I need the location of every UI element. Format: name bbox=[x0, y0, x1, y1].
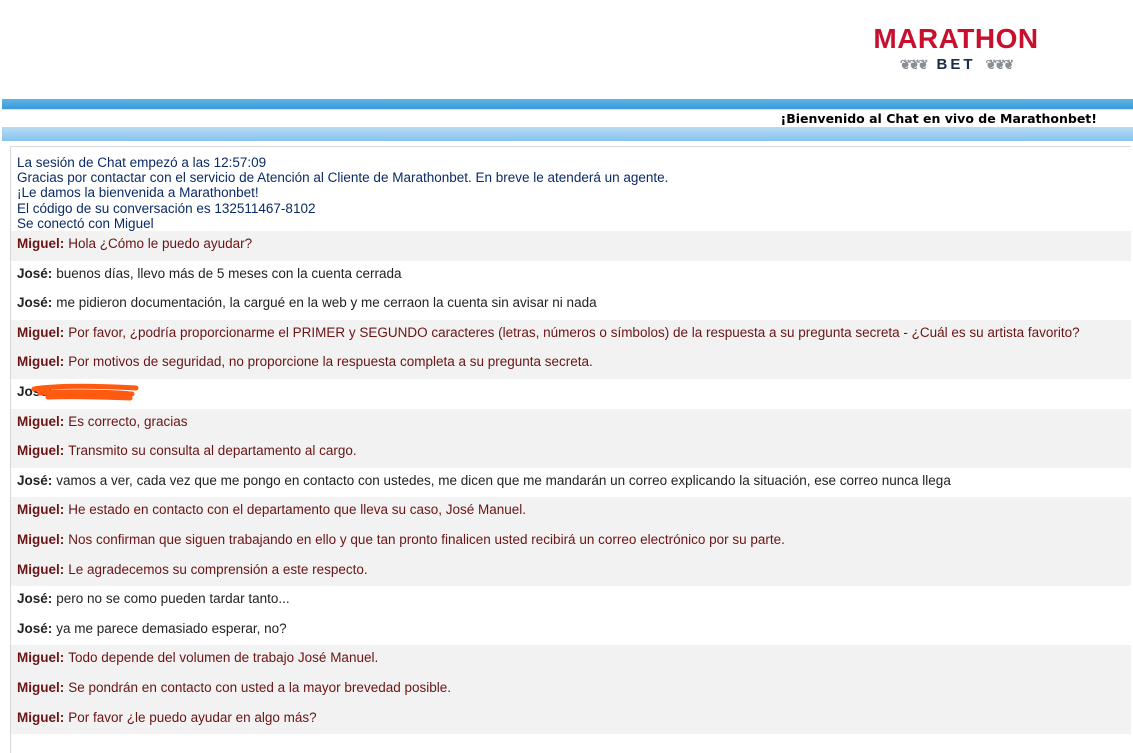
header-bar-top bbox=[2, 99, 1133, 109]
sender-name: José: bbox=[17, 295, 53, 311]
message-text: Por motivos de seguridad, no proporcione la respuesta completa a su pregunta secreta. bbox=[68, 354, 593, 370]
redaction-scribble bbox=[30, 383, 140, 401]
chat-message bbox=[11, 261, 1131, 291]
message-text: Por favor ¿le puedo ayudar en algo más? bbox=[68, 709, 317, 725]
message-text: Transmito su consulta al departamento al cargo. bbox=[68, 443, 357, 459]
system-message: ¡Le damos la bienvenida a Marathonbet! bbox=[17, 185, 259, 201]
system-message: Gracias por contactar con el servicio de Atención al Cliente de Marathonbet. En breve le atenderá un agente. bbox=[17, 170, 669, 186]
chat-message bbox=[11, 586, 1131, 616]
chat-message bbox=[11, 438, 1131, 468]
sender-name: Miguel: bbox=[17, 443, 65, 459]
logo-subline bbox=[866, 56, 1046, 74]
chat-message bbox=[11, 675, 1131, 705]
sender-name: José: bbox=[17, 265, 53, 281]
logo-wordmark: MARATHON bbox=[873, 23, 1039, 54]
logo-sub-text: BET bbox=[936, 56, 976, 73]
sender-name: Miguel: bbox=[17, 531, 65, 547]
message-text: Es correcto, gracias bbox=[68, 413, 188, 429]
sender-name: José: bbox=[17, 620, 53, 636]
marathonbet-logo bbox=[866, 24, 1046, 74]
sender-name: José: bbox=[17, 591, 53, 607]
chat-message bbox=[11, 616, 1131, 646]
sender-name: Miguel: bbox=[17, 502, 65, 518]
laurel-right-icon: ❦❦❦ bbox=[985, 57, 1013, 72]
message-text: Todo depende del volumen de trabajo José Manuel. bbox=[68, 650, 379, 666]
sender-name: Miguel: bbox=[17, 324, 65, 340]
chat-message bbox=[11, 468, 1131, 498]
laurel-left-icon: ❦❦❦ bbox=[899, 57, 927, 72]
welcome-bar bbox=[2, 109, 1133, 127]
system-message: La sesión de Chat empezó a las 12:57:09 bbox=[17, 155, 267, 170]
message-text: Por favor, ¿podría proporcionarme el PRIMER y SEGUNDO caracteres (letras, números o símbolos) de la respuesta a su pregunta secreta - ¿Cuál es su artista favorito? bbox=[68, 324, 1080, 340]
message-text: Se pondrán en contacto con usted a la mayor brevedad posible. bbox=[68, 679, 452, 695]
sender-name: José: bbox=[17, 472, 53, 488]
message-text: Nos confirman que siguen trabajando en ello y que tan pronto finalicen usted recibirá un correo electrónico por su parte. bbox=[68, 531, 785, 547]
sender-name: Miguel: bbox=[17, 354, 65, 370]
sender-name: José: bbox=[17, 383, 53, 399]
chat-message bbox=[11, 705, 1131, 735]
chat-message bbox=[11, 290, 1131, 320]
system-message: Se conectó con Miguel bbox=[17, 215, 154, 231]
sender-name: Miguel: bbox=[17, 561, 65, 577]
chat-message bbox=[11, 231, 1131, 261]
chat-message bbox=[11, 379, 1131, 409]
chat-message bbox=[11, 320, 1131, 350]
system-message: El código de su conversación es 132511467-8102 bbox=[17, 200, 316, 216]
message-list bbox=[11, 231, 1131, 734]
sender-name: Miguel: bbox=[17, 709, 65, 725]
system-messages bbox=[11, 147, 1131, 231]
chat-transcript[interactable] bbox=[10, 146, 1131, 753]
message-text: Hola ¿Cómo le puedo ayudar? bbox=[68, 236, 253, 252]
welcome-title: ¡Bienvenido al Chat en vivo de Marathonbet! bbox=[780, 111, 1097, 126]
message-text: buenos días, llevo más de 5 meses con la cuenta cerrada bbox=[56, 265, 402, 281]
chat-message bbox=[11, 497, 1131, 527]
message-text: vamos a ver, cada vez que me pongo en contacto con ustedes, me dicen que me mandarán un correo explicando la situación, ese correo nunca llega bbox=[56, 472, 951, 488]
chat-message bbox=[11, 557, 1131, 587]
sender-name: Miguel: bbox=[17, 236, 65, 252]
message-text: pero no se como pueden tardar tanto... bbox=[56, 591, 290, 607]
chat-message bbox=[11, 409, 1131, 439]
chat-message bbox=[11, 527, 1131, 557]
sender-name: Miguel: bbox=[17, 650, 65, 666]
sender-name: Miguel: bbox=[17, 679, 65, 695]
header-bar-bottom bbox=[2, 127, 1133, 141]
message-text: me pidieron documentación, la cargué en la web y me cerraon la cuenta sin avisar ni nada bbox=[56, 295, 597, 311]
chat-message bbox=[11, 349, 1131, 379]
chat-message bbox=[11, 645, 1131, 675]
message-text: Le agradecemos su comprensión a este respecto. bbox=[68, 561, 368, 577]
message-text: He estado en contacto con el departamento que lleva su caso, José Manuel. bbox=[68, 502, 527, 518]
message-text: ya me parece demasiado esperar, no? bbox=[56, 620, 287, 636]
sender-name: Miguel: bbox=[17, 413, 65, 429]
